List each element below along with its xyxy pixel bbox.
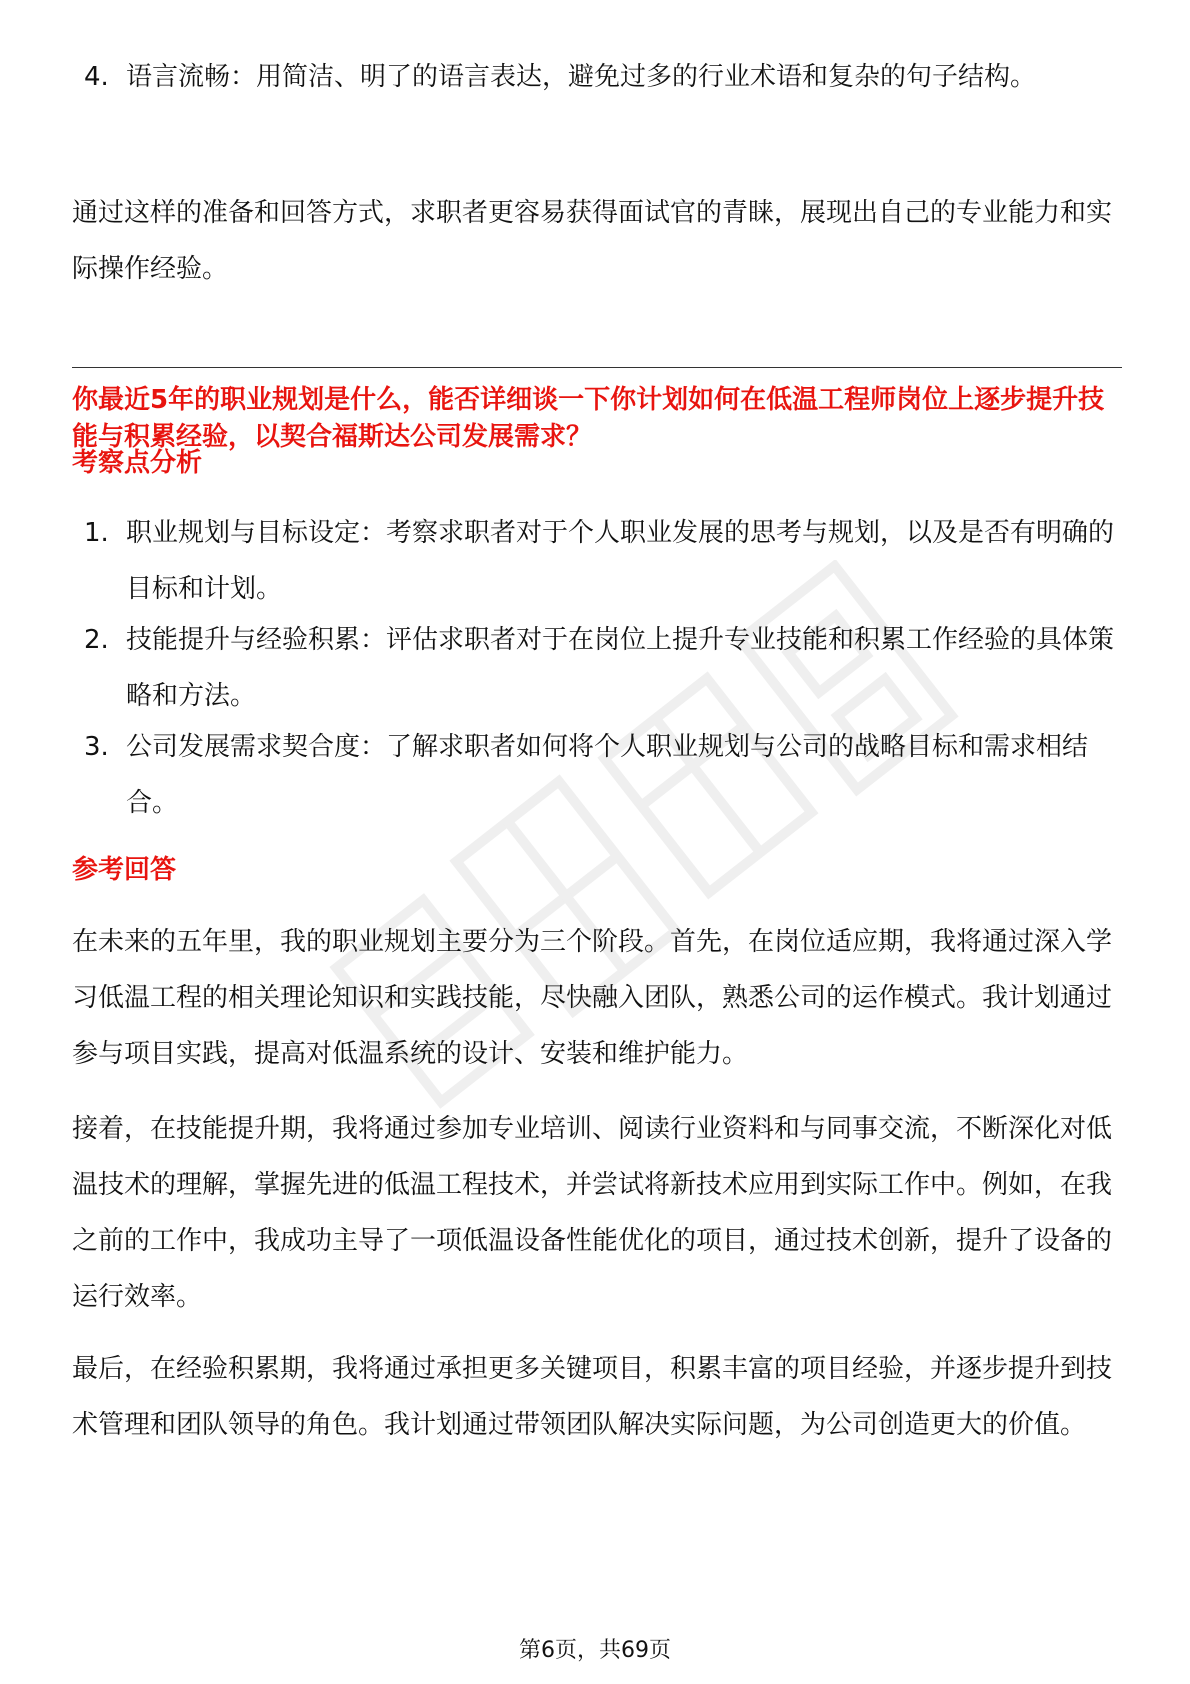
answer-paragraph: 接着，在技能提升期，我将通过参加专业培训、阅读行业资料和与同事交流，不断深化对低温技术的理解，掌握先进的低温工程技术，并尝试将新技术应用到实际工作中。例如，在我之前的工作中，我成功主导了一项低温设备性能优化的项目，通过技术创新，提升了设备的运行效率。 — [72, 1114, 1113, 1312]
list-number: 3. — [84, 732, 109, 762]
page-footer: 第6页，共69页 — [519, 1638, 671, 1663]
list-text: 公司发展需求契合度：了解求职者如何将个人职业规划与公司的战略目标和需求相结合。 — [126, 732, 1089, 818]
analysis-list-item — [72, 505, 1122, 617]
question-title: 你最近5年的职业规划是什么，能否详细谈一下你计划如何在低温工程师岗位上逐步提升技能与积累经验，以契合福斯达公司发展需求？ — [72, 385, 1105, 452]
list-number: 2. — [84, 625, 109, 655]
list-number: 4. — [84, 62, 109, 92]
list-text: 语言流畅：用简洁、明了的语言表达，避免过多的行业术语和复杂的句子结构。 — [126, 62, 1037, 92]
analysis-list-item — [72, 612, 1122, 724]
analysis-list-item — [72, 719, 1122, 831]
intro-list-item-4 — [72, 49, 1122, 105]
answer-heading: 参考回答 — [72, 855, 177, 885]
section-divider — [72, 367, 1122, 368]
answer-paragraph: 最后，在经验积累期，我将通过承担更多关键项目，积累丰富的项目经验，并逐步提升到技术管理和团队领导的角色。我计划通过带领团队解决实际问题，为公司创造更大的价值。 — [72, 1354, 1113, 1440]
answer-paragraph: 在未来的五年里，我的职业规划主要分为三个阶段。首先，在岗位适应期，我将通过深入学习低温工程的相关理论知识和实践技能，尽快融入团队，熟悉公司的运作模式。我计划通过参与项目实践，提高对低温系统的设计、安装和维护能力。 — [72, 927, 1113, 1069]
summary-paragraph: 通过这样的准备和回答方式，求职者更容易获得面试官的青睐，展现出自己的专业能力和实际操作经验。 — [72, 198, 1113, 284]
analysis-heading: 考察点分析 — [72, 448, 203, 478]
list-text: 职业规划与目标设定：考察求职者对于个人职业发展的思考与规划，以及是否有明确的目标和计划。 — [126, 518, 1115, 604]
list-text: 技能提升与经验积累：评估求职者对于在岗位上提升专业技能和积累工作经验的具体策略和方法。 — [126, 625, 1115, 711]
list-number: 1. — [84, 518, 109, 548]
